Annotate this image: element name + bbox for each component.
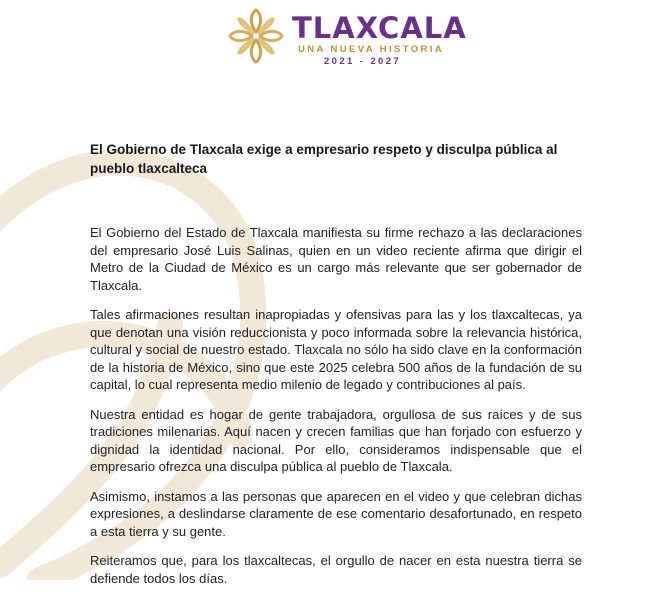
paragraph-5: Reiteramos que, para los tlaxcaltecas, el orgullo de nacer en esta nuestra tierra se defiende todos los días. <box>90 553 582 586</box>
brand-years: 2021 - 2027 <box>324 56 402 67</box>
brand-name: TLAXCALA <box>292 11 467 45</box>
tlaxcala-flower-logo-icon <box>228 8 284 64</box>
brand-tagline: UNA NUEVA HISTORIA <box>298 44 445 55</box>
paragraph-3: Nuestra entidad es hogar de gente trabajadora, orgullosa de sus raíces y de sus tradiciones milenarias. Aquí nacen y crecen familias que han forjado con esfuerzo y dignidad la identidad nacional. Por ello, consideramos indispensable que el empresario ofrezca una disculpa pública al pueblo de Tlaxcala. <box>90 406 582 474</box>
document-title: El Gobierno de Tlaxcala exige a empresario respeto y disculpa pública al pueblo tlaxcalteca <box>90 142 558 176</box>
paragraph-2: Tales afirmaciones resultan inapropiadas y ofensivas para las y los tlaxcaltecas, ya que denotan una visión reduccionista y poco informada sobre la relevancia histórica, cultural y social de nuestro estado. Tlaxcala no sólo ha sido clave en la conformación de la historia de México, sino que este 2025 celebra 500 años de la fundación de su capital, lo cual representa medio milenio de legado y contribuciones al país. <box>90 307 582 392</box>
document-body <box>90 140 582 599</box>
paragraph-4: Asimismo, instamos a las personas que aparecen en el video y que celebran dichas expresiones, a deslindarse claramente de ese comentario desafortunado, en respeto a esta tierra y su gente. <box>90 488 582 539</box>
paragraph-1: El Gobierno del Estado de Tlaxcala manifiesta su firme rechazo a las declaraciones del empresario José Luis Salinas, quien en un video reciente afirma que dirigir el Metro de la Ciudad de México es un cargo más relevante que ser gobernador de Tlaxcala. <box>90 225 582 293</box>
